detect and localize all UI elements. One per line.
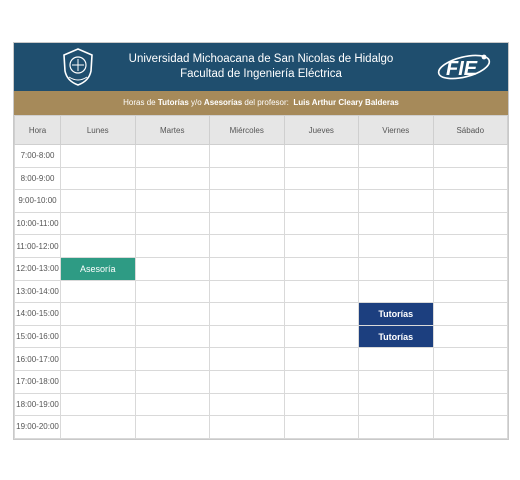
- schedule-cell: [135, 325, 210, 348]
- schedule-cell: [61, 370, 136, 393]
- schedule-cell: [210, 280, 285, 303]
- hour-cell: 14:00-15:00: [15, 303, 61, 326]
- table-row: [15, 235, 508, 258]
- column-header-lunes: Lunes: [61, 116, 136, 145]
- schedule-cell: [61, 280, 136, 303]
- schedule-cell: [210, 257, 285, 280]
- tutoria-slot[interactable]: Tutorías: [359, 325, 434, 348]
- schedule-cell: [135, 348, 210, 371]
- schedule-cell: [61, 325, 136, 348]
- schedule-cell: [359, 280, 434, 303]
- table-row: [15, 370, 508, 393]
- table-row: [15, 167, 508, 190]
- schedule-cell: [210, 325, 285, 348]
- university-title: [14, 52, 508, 82]
- schedule-cell: [135, 235, 210, 258]
- hour-cell: 17:00-18:00: [15, 370, 61, 393]
- hour-cell: 12:00-13:00: [15, 257, 61, 280]
- schedule-cell: [135, 167, 210, 190]
- schedule-cell: [359, 190, 434, 213]
- schedule-cell: [284, 393, 359, 416]
- asesoria-slot[interactable]: Asesoría: [61, 257, 136, 280]
- table-row: [15, 393, 508, 416]
- strip-tutorias: Tutorías: [157, 98, 189, 107]
- column-header-sabado: Sábado: [433, 116, 508, 145]
- schedule-cell: [433, 257, 508, 280]
- column-header-miercoles: Miércoles: [210, 116, 285, 145]
- schedule-cell: [284, 257, 359, 280]
- table-row: [15, 348, 508, 371]
- schedule-cell: [135, 145, 210, 168]
- column-header-jueves: Jueves: [284, 116, 359, 145]
- schedule-cell: [210, 235, 285, 258]
- schedule-cell: [433, 212, 508, 235]
- schedule-cell: [433, 416, 508, 439]
- hour-cell: 16:00-17:00: [15, 348, 61, 371]
- schedule-cell: [433, 325, 508, 348]
- hour-cell: 11:00-12:00: [15, 235, 61, 258]
- schedule-cell: [61, 416, 136, 439]
- schedule-cell: [284, 370, 359, 393]
- schedule-cell: [135, 393, 210, 416]
- schedule-cell: [210, 370, 285, 393]
- schedule-cell: [284, 235, 359, 258]
- fie-logo-text: FIE: [446, 58, 478, 80]
- schedule-cell: [284, 212, 359, 235]
- hour-cell: 18:00-19:00: [15, 393, 61, 416]
- fie-logo-icon: [436, 50, 492, 84]
- professor-strip: [14, 91, 508, 115]
- schedule-cell: [135, 370, 210, 393]
- schedule-cell: [61, 393, 136, 416]
- table-row: [15, 303, 508, 326]
- strip-mid: y/o: [188, 98, 204, 107]
- schedule-cell: [61, 145, 136, 168]
- table-row: [15, 145, 508, 168]
- schedule-cell: [284, 167, 359, 190]
- table-row: [15, 416, 508, 439]
- hour-cell: 8:00-9:00: [15, 167, 61, 190]
- schedule-cell: [433, 370, 508, 393]
- university-name: Universidad Michoacana de San Nicolas de Hidalgo: [128, 53, 394, 65]
- schedule-cell: [359, 235, 434, 258]
- schedule-cell: [210, 145, 285, 168]
- schedule-cell: [433, 348, 508, 371]
- tutoria-slot[interactable]: Tutorías: [359, 303, 434, 326]
- schedule-cell: [210, 348, 285, 371]
- schedule-cell: [359, 370, 434, 393]
- schedule-cell: [284, 190, 359, 213]
- schedule-cell: [135, 416, 210, 439]
- schedule-cell: [210, 212, 285, 235]
- table-row: [15, 212, 508, 235]
- schedule-cell: [210, 303, 285, 326]
- schedule-frame: [13, 42, 509, 440]
- schedule-cell: [61, 235, 136, 258]
- schedule-table: [14, 115, 508, 439]
- schedule-cell: [359, 167, 434, 190]
- schedule-cell: [359, 145, 434, 168]
- hour-cell: 15:00-16:00: [15, 325, 61, 348]
- schedule-cell: [61, 212, 136, 235]
- schedule-cell: [433, 235, 508, 258]
- schedule-cell: [135, 257, 210, 280]
- column-header-hora: Hora: [15, 116, 61, 145]
- hour-cell: 19:00-20:00: [15, 416, 61, 439]
- schedule-cell: [61, 167, 136, 190]
- schedule-cell: [210, 393, 285, 416]
- schedule-cell: [284, 348, 359, 371]
- faculty-name: Facultad de Ingeniería Eléctrica: [180, 68, 342, 80]
- hour-cell: 9:00-10:00: [15, 190, 61, 213]
- schedule-cell: [210, 416, 285, 439]
- schedule-cell: [284, 303, 359, 326]
- schedule-cell: [433, 190, 508, 213]
- schedule-cell: [359, 393, 434, 416]
- strip-asesorias: Asesorías: [203, 98, 243, 107]
- column-header-martes: Martes: [135, 116, 210, 145]
- schedule-cell: [433, 303, 508, 326]
- column-header-viernes: Viernes: [359, 116, 434, 145]
- strip-suffix: del profesor:: [242, 98, 289, 107]
- professor-name: Luis Arthur Cleary Balderas: [293, 98, 399, 107]
- schedule-cell: [61, 303, 136, 326]
- schedule-cell: [433, 167, 508, 190]
- schedule-cell: [284, 145, 359, 168]
- schedule-body: [15, 145, 508, 439]
- schedule-cell: [359, 257, 434, 280]
- hour-cell: 10:00-11:00: [15, 212, 61, 235]
- schedule-cell: [210, 190, 285, 213]
- schedule-cell: [210, 167, 285, 190]
- schedule-cell: [433, 280, 508, 303]
- schedule-cell: [61, 348, 136, 371]
- hour-cell: 7:00-8:00: [15, 145, 61, 168]
- schedule-cell: [433, 145, 508, 168]
- header-row: [15, 116, 508, 145]
- table-row: [15, 325, 508, 348]
- schedule-cell: [135, 212, 210, 235]
- schedule-cell: [359, 348, 434, 371]
- schedule-cell: [359, 416, 434, 439]
- header-banner: [14, 43, 508, 91]
- table-row: [15, 257, 508, 280]
- schedule-cell: [359, 212, 434, 235]
- schedule-cell: [284, 280, 359, 303]
- schedule-cell: [135, 190, 210, 213]
- table-row: [15, 190, 508, 213]
- schedule-cell: [284, 416, 359, 439]
- schedule-cell: [61, 190, 136, 213]
- schedule-cell: [135, 280, 210, 303]
- schedule-cell: [284, 325, 359, 348]
- schedule-cell: [433, 393, 508, 416]
- table-row: [15, 280, 508, 303]
- strip-prefix: Horas de: [123, 98, 158, 107]
- hour-cell: 13:00-14:00: [15, 280, 61, 303]
- schedule-cell: [135, 303, 210, 326]
